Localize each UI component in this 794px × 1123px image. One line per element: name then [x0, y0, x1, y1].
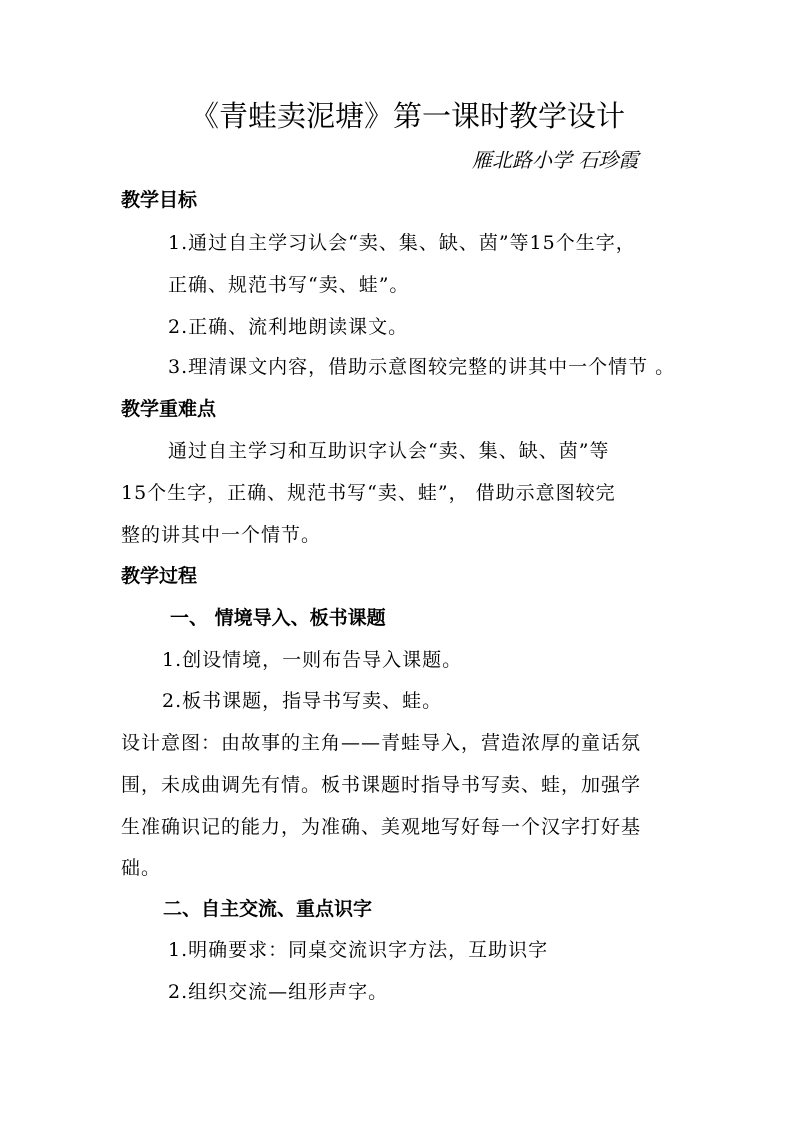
step1-item-1: 1.创设情境，一则布告导入课题。 [162, 649, 463, 671]
step1-heading: 一、 情境导入、板书课题 [170, 607, 386, 629]
step1-item-2: 2.板书课题，指导书写卖、蛙。 [162, 690, 443, 712]
step2-heading: 二、自主交流、重点识字 [163, 898, 373, 920]
section-heading-key-points: 教学重难点 [121, 398, 217, 420]
design-intent-line-4: 础。 [121, 857, 162, 879]
document-title: 《青蛙卖泥塘》第一课时教学设计 [190, 99, 626, 133]
design-intent-line-3: 生准确识记的能力，为准确、美观地写好每一个汉字打好基 [121, 816, 642, 838]
key-points-line-2: 15个生字，正确、规范书写“卖、蛙”， 借助示意图较完 [121, 482, 616, 504]
step2-item-1: 1.明确要求：同桌交流识字方法，互助识字 [168, 939, 549, 961]
design-intent-line-1: 设计意图：由故事的主角——青蛙导入，营造浓厚的童话氛 [121, 732, 642, 754]
section-heading-goals: 教学目标 [121, 189, 198, 211]
goal-line-1: 1.通过自主学习认会“卖、集、缺、茵”等15个生字， [168, 232, 636, 254]
step2-item-2: 2.组织交流—组形声字。 [168, 981, 389, 1003]
key-points-line-3: 整的讲其中一个情节。 [121, 524, 322, 546]
goal-line-3: 2.正确、流利地朗读课文。 [168, 316, 409, 338]
goal-line-2: 正确、规范书写“卖、蛙”。 [168, 274, 410, 296]
section-heading-process: 教学过程 [121, 565, 198, 587]
goal-line-4: 3.理清课文内容，借助示意图较完整的讲其中一个情节 。 [168, 356, 676, 378]
author-line: 雁北路小学 石珍霞 [472, 148, 639, 172]
key-points-line-1: 通过自主学习和互助识字认会“卖、集、缺、茵”等 [168, 440, 610, 462]
design-intent-line-2: 围，未成曲调先有情。板书课题时指导书写卖、蛙，加强学 [121, 774, 642, 796]
